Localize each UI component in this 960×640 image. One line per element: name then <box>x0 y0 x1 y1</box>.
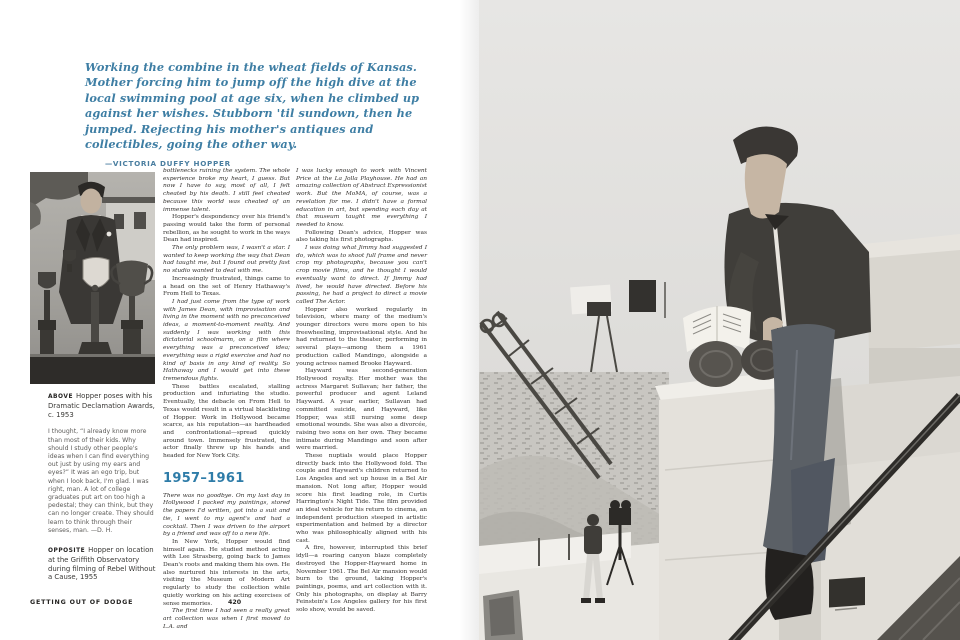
trophy-photo <box>30 172 155 384</box>
walkway <box>479 532 669 640</box>
paragraph: In New York, Hopper would find himself again. He studied method acting with Lee Strasberg, going back to James Dean's roots and making them his own. He also nurtured his interests in the arts, visiting the Museum of Modern Art regularly to study the collection while quietly working on his acting exercises of sense memories. <box>163 538 290 607</box>
paragraph: Hopper also worked regularly in television, where many of the medium's younger directors were more open to his freewheeling, improvisational style. And he had returned to the theater, performing in several plays—among them a 1961 production called Mandingo, alongside a young actress named Brooke Hayward. <box>296 306 427 367</box>
caption-above-text: Hopper poses with his Dramatic Declamation Awards, c. 1953 <box>48 392 155 419</box>
left-page <box>0 0 479 640</box>
caption-above-label: ABOVE <box>48 394 73 400</box>
caption-opposite <box>48 546 156 582</box>
paragraph: bottlenecks ruining the system. The whole experience broke my heart, I guess. But now I have to say, most of all, I felt cheated by his death. I still feel cheated because this world was cheated of an immense talent. <box>163 168 290 213</box>
table-edge <box>30 356 155 384</box>
paragraph: Hopper's despondency over his friend's passing would take the form of personal rebellion, as he sought to work in the ways Dean had inspired. <box>163 214 290 244</box>
shield-award <box>83 258 109 288</box>
paragraph: I had just come from the type of work with James Dean, with improvisation and living in the moment with no preconceived ideas, a moment-to-moment reality. And suddenly I was working with this dictatorial schoolmarm, on a film where everything was a preconceived idea; everything was a rigid exercise and had no kind of basis in any kind of reality. So Hathaway and I would get into these tremendous fights. <box>163 298 290 382</box>
paragraph: I was doing what Jimmy had suggested I do, which was to shoot full frame and never crop my photographs, because you can't crop movie films, and he thought I would eventually want to direct. If Jimmy had lived, he would have directed. Before his passing, he had a project to direct a movie called The Actor. <box>296 245 427 305</box>
paragraph: These nuptials would place Hopper directly back into the Hollywood fold. The couple and Hayward's children returned to Los Angeles and set up house in a Bel Air mansion. Not long after, Hopper would score his first leading role, in Curtis Harrington's Night Tide. The film provided an ideal vehicle for his return to cinema, an independent production steeped in artistic experimentation and helmed by a director who was philosophically aligned with his cast. <box>296 453 427 544</box>
caption-column <box>48 392 156 591</box>
section-heading: 1957–1961 <box>163 470 245 486</box>
pull-quote-block <box>85 60 443 168</box>
text-column-2 <box>296 168 427 614</box>
caption-above <box>48 392 156 419</box>
caption-quote: I thought, “I already know more than most of their kids. Why should I study other people's ideas when I can find everything out just by using my ears and eyes?” It was an ego trip, but when I look back, I'm glad. I was right, man. A lot of college graduates put art on too high a pedestal; they can think, but they can no longer create. They should learn to think through their senses, man. —D. H. <box>48 428 154 534</box>
paragraph: I was lucky enough to work with Vincent Price at the La Jolla Playhouse. He had an amazing collection of Abstract Expressionist work. But the MoMA, of course, was a revelation for me. I didn't have a formal education in art, but spending each day at that museum taught me everything I needed to know. <box>296 168 427 228</box>
page-number: 420 <box>228 599 242 606</box>
right-page-photo <box>479 0 960 640</box>
paragraph: A fire, however, interrupted this brief idyll—a roaring canyon blaze completely destroyed the Hopper-Hayward home in November 1961. The Bel Air mansion would burn to the ground, taking Hopper's paintings, poems, and art collection with it. Only his photographs, on display at Barry Feinstein's Los Angeles gallery for his first solo show, would be saved. <box>296 545 427 614</box>
caption-opposite-label: OPPOSITE <box>48 548 86 555</box>
paragraph: The only problem was, I wasn't a star. I wanted to keep working the way that Dean had taught me, but I found out pretty fast no studio wanted to deal with me. <box>163 245 290 275</box>
wall-plaque <box>829 577 865 608</box>
running-title: GETTING OUT OF DODGE <box>30 599 134 606</box>
trophy-photo-illustration <box>30 172 155 384</box>
observatory-photo-illustration <box>479 0 960 640</box>
pull-quote-text: Working the combine in the wheat fields of Kansas. Mother forcing him to jump off the high dive at the local swimming pool at age six, when he climbed up against her wishes. Stubborn 'til sundown, then he jumped. Rejecting his mother's antiques and collectibles, going the other way. <box>85 60 420 152</box>
paragraph: There was no goodbye. On my last day in Hollywood I packed my paintings, stored the papers I'd written, got into a suit and tie, I went to my agent's and had a cocktail. Then I was driven to the airport by a friend and was off to a new life. <box>163 492 290 538</box>
table-highlight <box>30 354 155 357</box>
paragraph: Increasingly frustrated, things came to a head on the set of Henry Hathaway's From Hell to Texas. <box>163 275 290 298</box>
paragraph: These battles escalated, stalling production and infuriating the studio. Eventually, the debacle on From Hell to Texas would result in a virtual blacklisting of Hopper. Work in Hollywood became scarce, as his reputation—as hardheaded and confrontational—spread quickly around town. Immensely frustrated, the actor finally threw up his hands and headed for New York City. <box>163 383 290 460</box>
paragraph: Hayward was second-generation Hollywood royalty. Her mother was the actress Margaret Sullavan; her father, the powerful producer and agent Leland Hayward. A year earlier, Sullavan had committed suicide, and Hayward, like Hopper, was still nursing some deep emotional wounds. She was also a divorcée, raising two sons on her own. They became intimate during Mandingo and soon after were married. <box>296 368 427 452</box>
pull-quote-attribution: —VICTORIA DUFFY HOPPER <box>105 159 231 169</box>
caption-opposite-text: Hopper on location at the Griffith Observatory during filming of Rebel Without a Cause, 1955 <box>48 546 156 582</box>
paragraph: Following Dean's advice, Hopper was also taking his first photographs. <box>296 229 427 244</box>
paragraph: The first time I had seen a really great art collection was when I first moved to L.A. and <box>163 608 290 630</box>
